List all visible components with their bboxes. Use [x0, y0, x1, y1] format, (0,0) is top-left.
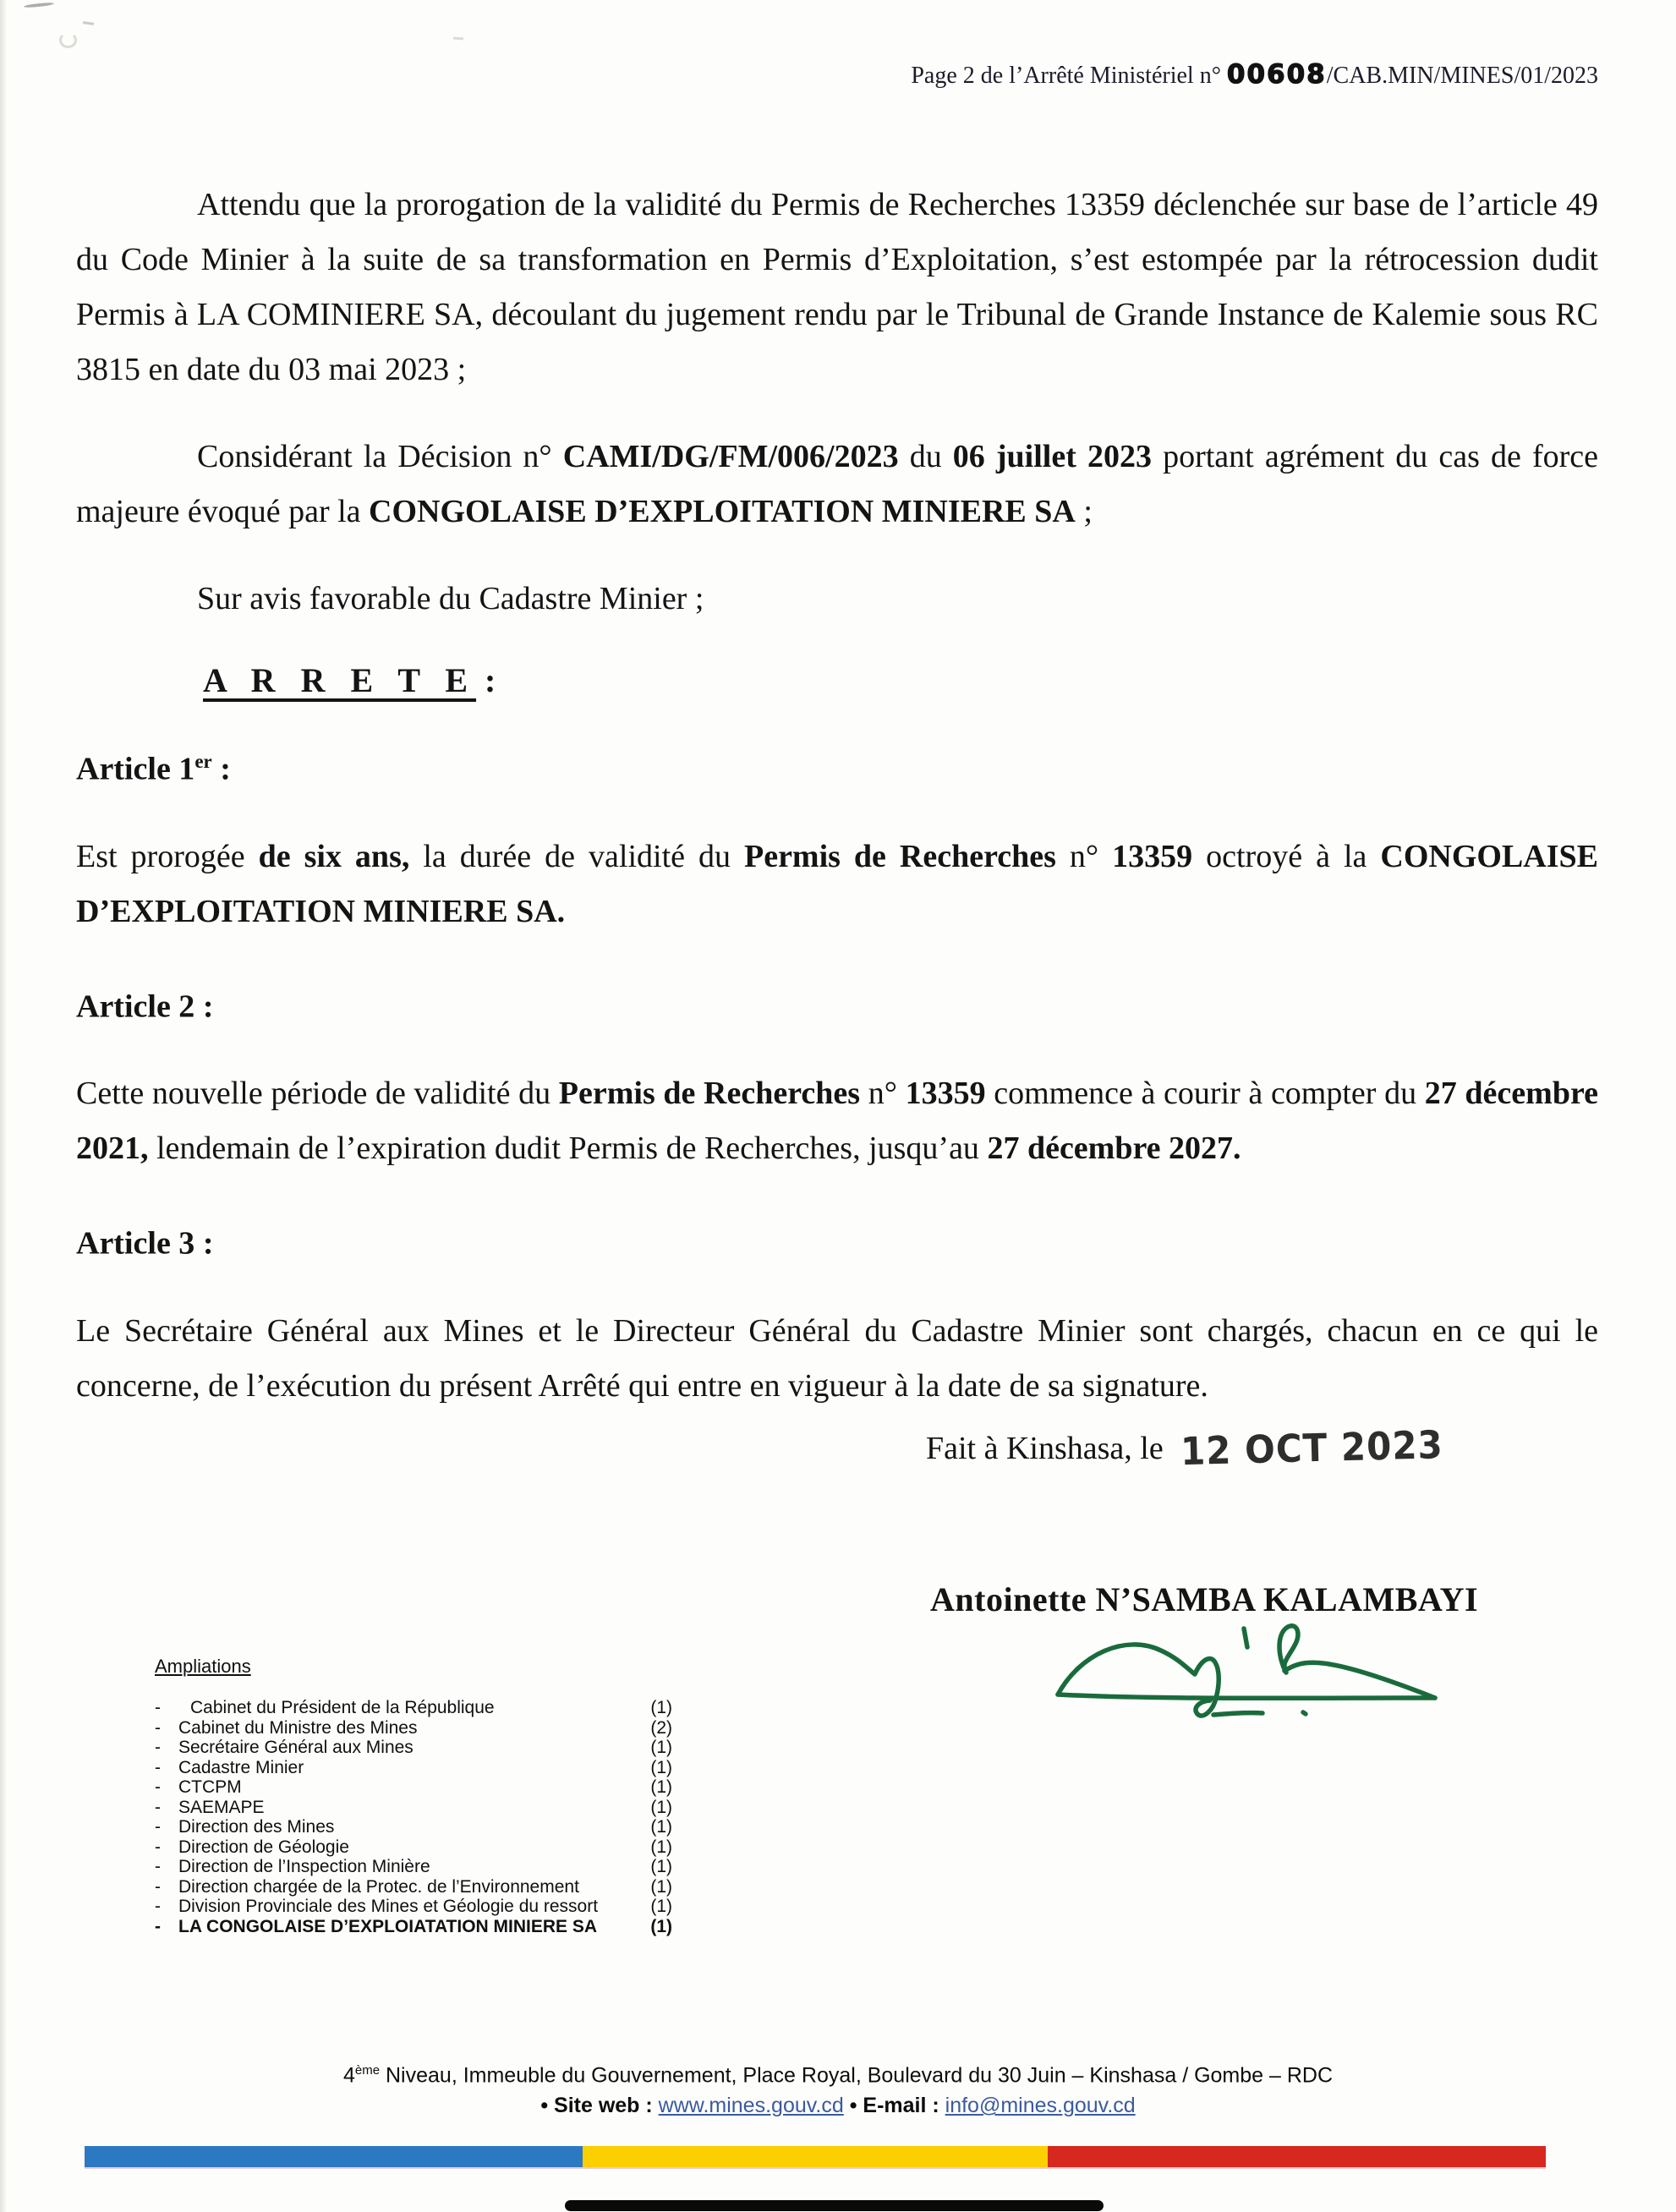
document-body: [76, 0, 1598, 1446]
email-link[interactable]: info@mines.gouv.cd: [945, 2094, 1136, 2118]
flag-blue-segment: [85, 2146, 583, 2167]
site-web-link[interactable]: www.mines.gouv.cd: [658, 2094, 844, 2118]
page-header: [76, 59, 1598, 90]
article-3-label: Article 3 :: [76, 1225, 214, 1262]
date-line: [926, 1421, 1444, 1475]
paragraph-considerant: Considérant la Décision n° CAMI/DG/FM/006/2023 du 06 juillet 2023 portant agrément du cas de force majeure évoqué par la CONGOLAISE D’EXPLOITATION MINIERE SA ;: [76, 439, 1599, 529]
article-2-body: Cette nouvelle période de validité du Permis de Recherches n° 13359 commence à courir à compter du 27 décembre 2021, lendemain de l’expiration dudit Permis de Recherches, jusqu’au 27 décembre 2027.: [76, 1076, 1598, 1167]
flag-yellow-segment: [583, 2146, 1048, 2167]
date-prefix: Fait à Kinshasa, le: [926, 1430, 1164, 1466]
ampliation-item: - LA CONGOLAISE D’EXPLOIATATION MINIERE SA (1): [155, 1916, 672, 1936]
arrete-heading: A R R E T E :: [203, 661, 496, 699]
ampliation-item: - Cabinet du Président de la République (1): [155, 1698, 672, 1717]
flag-bar: [85, 2146, 1546, 2167]
email-label: • E-mail :: [843, 2094, 945, 2118]
ampliations-list: [155, 1698, 672, 1936]
article-1-body: Est prorogée de six ans, la durée de validité du Permis de Recherches n° 13359 octroyé à la CONGOLAISE D’EXPLOITATION MINIERE SA.: [76, 838, 1598, 929]
stamped-decree-number: 00608: [1226, 59, 1327, 90]
ampliation-item: - Direction des Mines (1): [155, 1817, 672, 1837]
ampliation-item: - Division Provinciale des Mines et Géologie du ressort (1): [155, 1897, 672, 1916]
footer-contacts: [0, 2094, 1676, 2118]
footer-address: 4ème Niveau, Immeuble du Gouvernement, Place Royal, Boulevard du 30 Juin – Kinshasa / Gombe – RDC: [342, 2063, 1334, 2088]
article-1-label: Article 1er :: [76, 751, 231, 787]
ampliation-item: - Secrétaire Général aux Mines (1): [155, 1738, 672, 1757]
scan-edge: [0, 0, 6, 2212]
ampliation-item: - Direction de Géologie (1): [155, 1837, 672, 1857]
signatory-name: Antoinette N’SAMBA KALAMBAYI: [930, 1580, 1479, 1618]
header-suffix: /CAB.MIN/MINES/01/2023: [1326, 63, 1598, 89]
bottom-black-bar: [565, 2200, 1104, 2211]
scan-artifact: [59, 32, 77, 48]
ampliation-item: - CTCPM (1): [155, 1777, 672, 1797]
signature-scribble: [1044, 1605, 1467, 1732]
article-2-label: Article 2 :: [76, 988, 214, 1025]
header-prefix: Page 2 de l’Arrêté Ministériel n°: [911, 63, 1227, 89]
article-3-body: Le Secrétaire Général aux Mines et le Directeur Général du Cadastre Minier sont chargés, chacun en ce qui le concerne, de l’exécution du présent Arrêté qui entre en vigueur à la date de sa signature.: [76, 1312, 1598, 1404]
page-footer: [0, 2063, 1676, 2118]
site-web-label: • Site web :: [540, 2094, 659, 2118]
ampliations-title: Ampliations: [155, 1656, 251, 1677]
ampliation-item: - SAEMAPE (1): [155, 1797, 672, 1817]
scan-artifact: [24, 2, 54, 8]
paragraph-attendu: Attendu que la prorogation de la validité du Permis de Recherches 13359 déclenchée sur base de l’article 49 du Code Minier à la suite de sa transformation en Permis d’Exploitation, s’est estompée par la rétrocession dudit Permis à LA COMINIERE SA, découlant du jugement rendu par le Tribunal de Grande Instance de Kalemie sous RC 3815 en date du 03 mai 2023 ;: [76, 187, 1598, 387]
flag-red-segment: [1048, 2146, 1546, 2167]
ampliation-item: - Cadastre Minier (1): [155, 1757, 672, 1777]
ampliation-item: - Direction chargée de la Protec. de l’Environnement (1): [155, 1876, 672, 1897]
paragraph-avis: Sur avis favorable du Cadastre Minier ;: [197, 581, 704, 616]
ampliation-item: - Direction de l’Inspection Minière (1): [155, 1857, 672, 1876]
date-stamp: 12 OCT 2023: [1180, 1421, 1444, 1475]
ampliation-item: - Cabinet du Ministre des Mines (2): [155, 1717, 672, 1738]
ampliations-block: [155, 1656, 672, 1936]
